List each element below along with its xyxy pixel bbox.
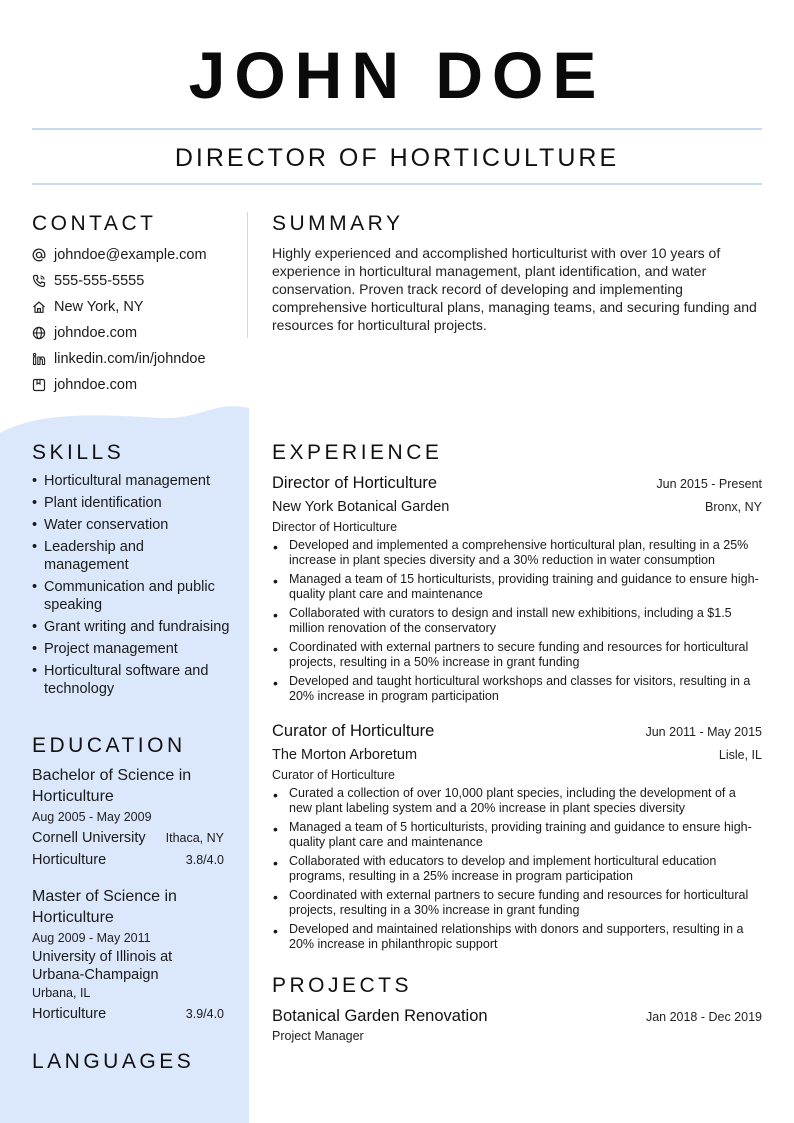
skill-item: • Horticultural software and technology bbox=[32, 662, 232, 698]
edu-school: Cornell University bbox=[32, 830, 146, 846]
contact-linkedin-text: linkedin.com/in/johndoe bbox=[54, 351, 206, 367]
job-bullets bbox=[272, 786, 762, 952]
skill-item: • Horticultural management bbox=[32, 472, 232, 490]
job-role: Curator of Horticulture bbox=[272, 768, 395, 782]
job-bullet: • Developed and maintained relationships with donors and supporters, resulting in a 20% increase in philanthropic support bbox=[272, 922, 762, 952]
edu-dates: Aug 2009 - May 2011 bbox=[32, 931, 151, 945]
contact-website-text: johndoe.com bbox=[54, 325, 138, 341]
project-entry bbox=[272, 1004, 762, 1047]
languages-heading: LANGUAGES bbox=[32, 1050, 195, 1073]
job-entry-director bbox=[272, 471, 762, 708]
job-title: Curator of Horticulture bbox=[272, 722, 435, 740]
home-icon bbox=[32, 300, 46, 314]
project-title: Botanical Garden Renovation bbox=[272, 1007, 488, 1025]
contact-website[interactable] bbox=[32, 320, 242, 346]
project-role: Project Manager bbox=[272, 1029, 364, 1043]
resume-title: DIRECTOR OF HORTICULTURE bbox=[174, 144, 620, 172]
edu-dates: Aug 2005 - May 2009 bbox=[32, 810, 152, 824]
education-heading: EDUCATION bbox=[32, 734, 186, 757]
job-bullet: • Coordinated with external partners to secure funding and resources for horticultural projects, resulting in a 30% increase in grant funding bbox=[272, 888, 762, 918]
job-bullets bbox=[272, 538, 762, 704]
edu-degree: Bachelor of Science in Horticulture bbox=[32, 767, 192, 805]
job-dates: Jun 2015 - Present bbox=[656, 477, 762, 491]
at-icon bbox=[32, 248, 46, 262]
projects-heading: PROJECTS bbox=[272, 974, 413, 997]
job-bullet: • Collaborated with curators to design and install new exhibitions, including a $1.5 million renovation of the conservatory bbox=[272, 606, 762, 636]
summary-text: Highly experienced and accomplished horticulturist with over 10 years of experience in horticultural management, plant identification, and water conservation. Proven track record of developing and implementing comprehensive horticultural plans, managing teams, and securing funding and resources for horticultural projects. bbox=[272, 245, 757, 333]
job-organization: The Morton Arboretum bbox=[272, 747, 418, 763]
job-bullet: • Collaborated with educators to develop and implement horticultural education programs, resulting in a 25% increase in program participation bbox=[272, 854, 762, 884]
job-title: Director of Horticulture bbox=[272, 474, 438, 492]
contact-email[interactable] bbox=[32, 242, 242, 268]
job-dates: Jun 2011 - May 2015 bbox=[645, 725, 762, 739]
contact-heading: CONTACT bbox=[32, 212, 157, 235]
job-role: Director of Horticulture bbox=[272, 520, 398, 534]
skill-item: • Plant identification bbox=[32, 494, 232, 512]
job-organization: New York Botanical Garden bbox=[272, 499, 450, 515]
column-divider bbox=[247, 212, 248, 338]
contact-phone[interactable] bbox=[32, 268, 242, 294]
edu-gpa: 3.9/4.0 bbox=[185, 1007, 224, 1021]
job-bullet: • Coordinated with external partners to secure funding and resources for horticultural projects, resulting in a 50% increase in grant funding bbox=[272, 640, 762, 670]
project-dates: Jan 2018 - Dec 2019 bbox=[645, 1010, 762, 1024]
job-bullet: • Developed and implemented a comprehensive horticultural plan, resulting in a 25% increase in plant species diversity and a 30% reduction in water consumption bbox=[272, 538, 762, 568]
phone-icon bbox=[32, 274, 46, 288]
contact-linkedin[interactable] bbox=[32, 346, 242, 372]
resume-name: JOHN DOE bbox=[188, 38, 606, 112]
skill-item: • Grant writing and fundraising bbox=[32, 618, 232, 636]
edu-field: Horticulture bbox=[32, 852, 107, 868]
header-divider-top bbox=[32, 128, 762, 130]
skill-item: • Communication and public speaking bbox=[32, 578, 232, 614]
skill-item: • Leadership and management bbox=[32, 538, 232, 574]
linkedin-icon bbox=[32, 352, 46, 366]
edu-location: Ithaca, NY bbox=[165, 831, 224, 845]
job-location: Lisle, IL bbox=[718, 748, 762, 762]
contact-portfolio-text: johndoe.com bbox=[54, 377, 138, 393]
education-entry-master bbox=[32, 886, 224, 1024]
skills-heading: SKILLS bbox=[32, 441, 125, 464]
job-bullet: • Managed a team of 5 horticulturists, providing training and guidance to ensure high-quality plant care and maintenance bbox=[272, 820, 762, 850]
edu-location: Urbana, IL bbox=[32, 986, 91, 1000]
experience-heading: EXPERIENCE bbox=[272, 441, 443, 464]
contact-portfolio[interactable] bbox=[32, 372, 242, 398]
job-bullet: • Managed a team of 15 horticulturists, providing training and guidance to ensure high-quality plant care and maintenance bbox=[272, 572, 762, 602]
edu-field: Horticulture bbox=[32, 1006, 107, 1022]
edu-school: University of Illinois at Urbana-Champaign bbox=[32, 949, 173, 983]
header-divider-bottom bbox=[32, 183, 762, 185]
job-location: Bronx, NY bbox=[705, 500, 762, 514]
contact-list bbox=[32, 242, 242, 398]
job-entry-curator bbox=[272, 719, 762, 956]
portfolio-icon bbox=[32, 378, 46, 392]
skill-item: • Project management bbox=[32, 640, 232, 658]
contact-location bbox=[32, 294, 242, 320]
job-bullet: • Curated a collection of over 10,000 plant species, including the development of a new plant labeling system and a 20% increase in plant species diversity bbox=[272, 786, 762, 816]
contact-email-text: johndoe@example.com bbox=[54, 247, 207, 263]
education-entry-bachelor bbox=[32, 765, 224, 870]
skill-item: • Water conservation bbox=[32, 516, 232, 534]
contact-phone-text: 555-555-5555 bbox=[54, 273, 145, 289]
edu-degree: Master of Science in Horticulture bbox=[32, 888, 177, 926]
edu-gpa: 3.8/4.0 bbox=[185, 853, 224, 867]
job-bullet: • Developed and taught horticultural workshops and classes for visitors, resulting in a 20% increase in program participation bbox=[272, 674, 762, 704]
skills-list bbox=[32, 472, 232, 702]
globe-icon bbox=[32, 326, 46, 340]
contact-location-text: New York, NY bbox=[54, 299, 144, 315]
summary-heading: SUMMARY bbox=[272, 212, 404, 235]
